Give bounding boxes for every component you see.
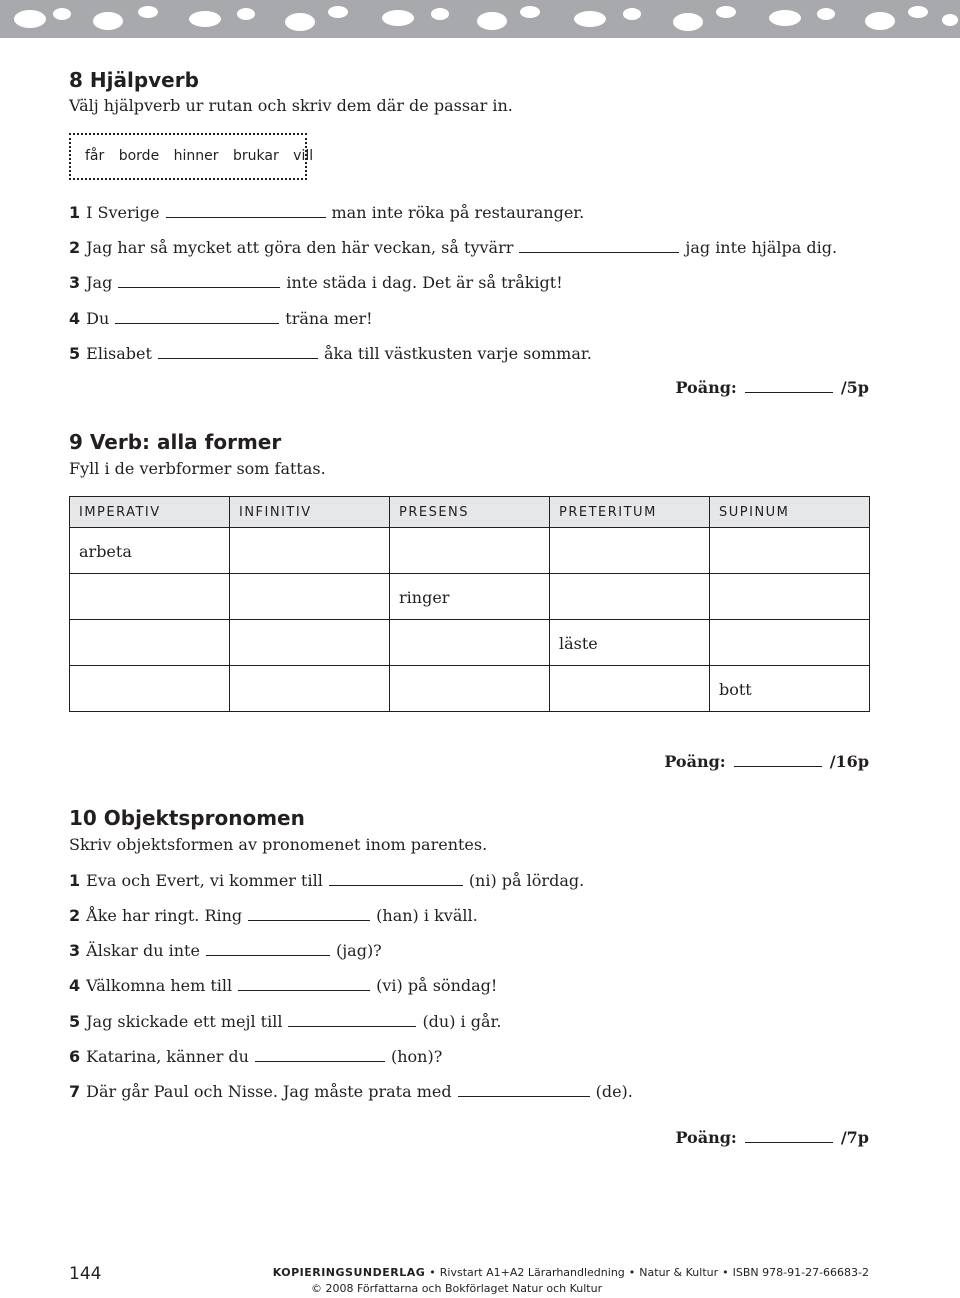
exercise-8-item-4 (69, 309, 373, 328)
footer-label: KOPIERINGSUNDERLAG (272, 1266, 426, 1279)
item-number: 2 (69, 238, 81, 257)
score-section-8 (675, 378, 869, 397)
table-cell-blank[interactable] (550, 574, 710, 620)
table-row (70, 620, 870, 666)
answer-blank[interactable] (519, 239, 679, 253)
section-8-instruction: Välj hjälpverb ur rutan och skriv dem där de passar in. (69, 96, 513, 115)
item-text-before: I Sverige (86, 203, 160, 222)
footer-isbn: ISBN 978-91-27-66683-2 (732, 1266, 869, 1279)
score-max: /5p (840, 378, 869, 397)
item-text-after: (du) i går. (422, 1012, 502, 1031)
table-cell-blank[interactable] (390, 528, 550, 574)
answer-blank[interactable] (458, 1083, 590, 1097)
item-number: 6 (69, 1047, 81, 1066)
answer-blank[interactable] (158, 345, 318, 359)
table-cell: bott (710, 666, 870, 712)
item-number: 7 (69, 1082, 81, 1101)
table-cell-blank[interactable] (230, 528, 390, 574)
item-number: 4 (69, 976, 81, 995)
item-number: 5 (69, 1012, 81, 1031)
footer-publisher: Natur & Kultur (639, 1266, 719, 1279)
column-header: SUPINUM (710, 497, 870, 528)
answer-blank[interactable] (238, 977, 370, 991)
page-number: 144 (69, 1264, 102, 1284)
column-header: IMPERATIV (70, 497, 230, 528)
item-text-before: Du (86, 309, 110, 328)
table-row (70, 666, 870, 712)
answer-blank[interactable] (288, 1013, 416, 1027)
column-header: INFINITIV (230, 497, 390, 528)
item-text-after: träna mer! (285, 309, 373, 328)
score-section-9 (664, 752, 869, 771)
table-cell-blank[interactable] (70, 574, 230, 620)
word-option: brukar (232, 148, 279, 164)
exercise-10-item-6 (69, 1047, 442, 1066)
score-blank[interactable] (745, 1129, 833, 1143)
item-number: 5 (69, 344, 81, 363)
item-text-after: (jag)? (335, 941, 382, 960)
score-blank[interactable] (745, 379, 833, 393)
item-number: 4 (69, 309, 81, 328)
item-text-after: (han) i kväll. (376, 906, 478, 925)
footer-book: Rivstart A1+A2 Lärarhandledning (439, 1266, 625, 1279)
word-option: får (85, 148, 105, 164)
item-text-before: Älskar du inte (86, 941, 200, 960)
footer-copyright: © 2008 Författarna och Bokförlaget Natur och Kultur (311, 1282, 603, 1295)
table-cell-blank[interactable] (70, 620, 230, 666)
table-cell-blank[interactable] (230, 666, 390, 712)
table-cell: ringer (390, 574, 550, 620)
exercise-10-item-3 (69, 941, 382, 960)
answer-blank[interactable] (166, 204, 326, 218)
item-number: 3 (69, 941, 81, 960)
item-text-after: åka till västkusten varje sommar. (323, 344, 592, 363)
footer-info (273, 1266, 869, 1279)
item-text-before: Eva och Evert, vi kommer till (86, 871, 323, 890)
bullet-separator: • (722, 1266, 729, 1279)
table-cell-blank[interactable] (710, 620, 870, 666)
exercise-8-item-2 (69, 238, 837, 257)
answer-blank[interactable] (206, 942, 330, 956)
item-text-after: jag inte hjälpa dig. (685, 238, 838, 257)
score-max: /7p (840, 1128, 869, 1147)
item-text-before: Jag (86, 273, 113, 292)
section-8-title: 8 Hjälpverb (69, 68, 199, 92)
section-9-title: 9 Verb: alla former (69, 430, 282, 454)
table-cell-blank[interactable] (390, 666, 550, 712)
verb-forms-table (69, 496, 870, 712)
table-cell-blank[interactable] (710, 528, 870, 574)
bullet-separator: • (429, 1266, 436, 1279)
score-label: Poäng: (675, 378, 737, 397)
footprints-decoration (0, 0, 960, 38)
item-number: 3 (69, 273, 81, 292)
table-header-row (70, 497, 870, 528)
word-option: borde (118, 148, 160, 164)
answer-blank[interactable] (118, 274, 280, 288)
section-10-instruction: Skriv objektsformen av pronomenet inom parentes. (69, 835, 488, 854)
item-number: 1 (69, 871, 81, 890)
table-row (70, 574, 870, 620)
table-cell: arbeta (70, 528, 230, 574)
table-cell-blank[interactable] (710, 574, 870, 620)
exercise-10-item-5 (69, 1012, 502, 1031)
table-cell-blank[interactable] (230, 574, 390, 620)
item-number: 2 (69, 906, 81, 925)
item-text-before: Åke har ringt. Ring (86, 906, 243, 925)
item-text-after: inte städa i dag. Det är så tråkigt! (286, 273, 563, 292)
word-option: vill (293, 148, 314, 164)
exercise-8-item-3 (69, 273, 563, 292)
table-cell-blank[interactable] (230, 620, 390, 666)
table-cell-blank[interactable] (70, 666, 230, 712)
item-text-before: Jag skickade ett mejl till (86, 1012, 283, 1031)
score-max: /16p (829, 752, 869, 771)
item-text-before: Jag har så mycket att göra den här veckan, så tyvärr (86, 238, 514, 257)
item-text-after: (vi) på söndag! (376, 976, 498, 995)
exercise-8-item-1 (69, 203, 584, 222)
score-label: Poäng: (675, 1128, 737, 1147)
score-blank[interactable] (734, 753, 822, 767)
item-text-before: Välkomna hem till (86, 976, 233, 995)
score-label: Poäng: (664, 752, 726, 771)
column-header: PRESENS (390, 497, 550, 528)
answer-blank[interactable] (329, 872, 463, 886)
item-text-before: Där går Paul och Nisse. Jag måste prata med (86, 1082, 452, 1101)
exercise-10-item-7 (69, 1082, 633, 1101)
word-box-left-edge (69, 133, 71, 180)
table-cell-blank[interactable] (550, 528, 710, 574)
score-section-10 (675, 1128, 869, 1147)
table-row (70, 528, 870, 574)
item-text-after: (hon)? (390, 1047, 443, 1066)
word-option: hinner (173, 148, 219, 164)
answer-blank[interactable] (115, 310, 279, 324)
section-9-instruction: Fyll i de verbformer som fattas. (69, 459, 326, 478)
exercise-10-item-1 (69, 871, 584, 890)
table-cell: läste (550, 620, 710, 666)
item-text-before: Elisabet (86, 344, 152, 363)
item-text-after: (ni) på lördag. (468, 871, 585, 890)
exercise-10-item-4 (69, 976, 497, 995)
table-cell-blank[interactable] (550, 666, 710, 712)
table-cell-blank[interactable] (390, 620, 550, 666)
section-10-title: 10 Objektspronomen (69, 806, 305, 830)
header-band (0, 0, 960, 38)
item-number: 1 (69, 203, 81, 222)
answer-blank[interactable] (248, 907, 370, 921)
item-text-before: Katarina, känner du (86, 1047, 249, 1066)
exercise-10-item-2 (69, 906, 478, 925)
item-text-after: man inte röka på restauranger. (331, 203, 585, 222)
word-box-words (85, 148, 319, 164)
bullet-separator: • (628, 1266, 636, 1279)
column-header: PRETERITUM (550, 497, 710, 528)
exercise-8-item-5 (69, 344, 592, 363)
item-text-after: (de). (595, 1082, 633, 1101)
answer-blank[interactable] (255, 1048, 385, 1062)
